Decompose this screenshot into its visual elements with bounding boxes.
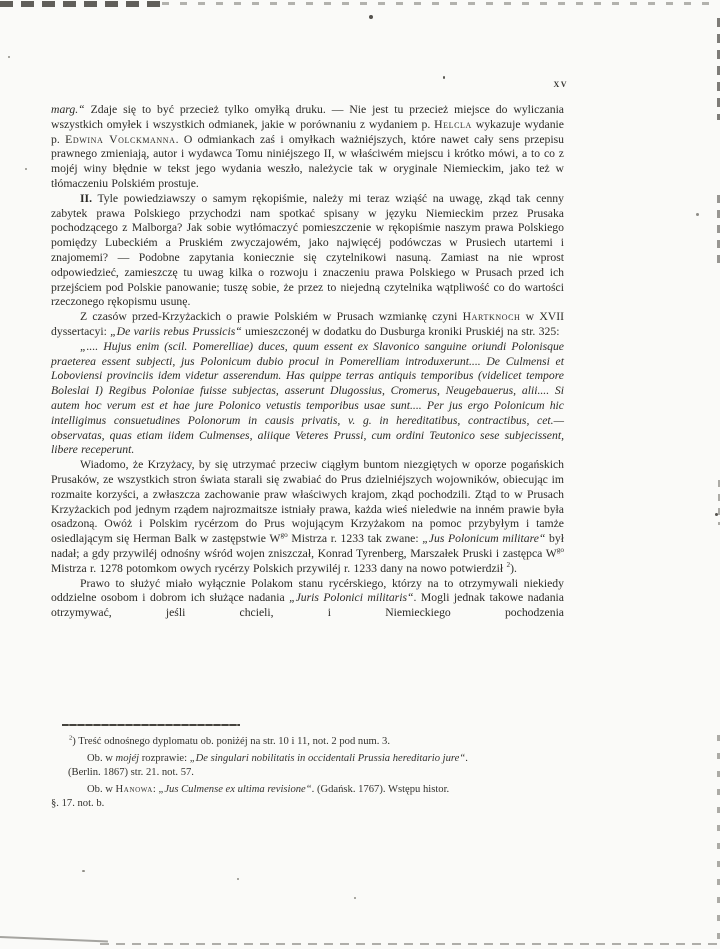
footnote-line xyxy=(51,735,564,748)
text-segment-italic: „.... Hujus enim (scil. Pomerelliae) duces, quum essent ex Slavonico sanguine oriundi Polonisque praeterea essent subjecti, jus Polonicum dubio procul in Pomerelliam introduxerunt.... De Culmensi et Loboviensi provinciis idem videtur asserendum. Has quippe terras antiquis temporibus (videlicet tempore Boleslai I) Regibus Poloniae fuisse subjectas, asserunt Dlugossius, Cromerus, Neugebauerus, alii.... Si autem hoc verum est et hae jure Polonico vetustis temporibus usae sunt.... Per jus ergo Polonicum hic intelligimus consuetudines Polonorum in causis privatis, v. g. in hereditatibus, contractibus, cet.—observatas, quas etiam iidem Culmenses, aliique Veteres Prussi, cum ordini Teutonico sese subjecissent, libere receperunt. xyxy=(51,339,564,457)
scan-speck xyxy=(443,76,445,79)
text-segment-italic: „Jus Polonicum militare“ xyxy=(422,532,546,546)
text-segment: Z czasów przed-Krzyżackich o prawie Polskiém w Prusach wzmiankę czyni xyxy=(80,310,463,324)
text-segment: umieszczonéj w dodatku do Dusburga kroniki Pruskiéj na str. 325: xyxy=(241,324,560,338)
text-segment: ). xyxy=(510,561,517,575)
text-segment: Mistrza r. 1233 tak zwane: xyxy=(287,532,423,546)
footnote-line xyxy=(51,752,564,765)
scan-artifact-bottom-edge xyxy=(0,936,108,943)
scan-speck xyxy=(354,897,356,899)
footnote-line xyxy=(51,766,564,779)
paragraph xyxy=(51,310,564,340)
text-segment: ) Treść odnośnego dyplomatu ob. poniżéj na str. 10 i 11, not. 2 pod num. 3. xyxy=(72,736,390,747)
scan-artifact-top-left-edge xyxy=(0,1,162,7)
footnote-rule xyxy=(62,724,240,726)
text-segment-sup: go xyxy=(280,531,288,540)
scan-speck xyxy=(715,513,718,516)
text-segment: Zdaje się to być przecież tylko omyłką druku. — Nie jest tu przecież miejsce do wyliczania wszystkich omyłek i wszystkich odmianek, jakie w porównaniu z wydaniem p. xyxy=(51,103,564,131)
text-segment-sup: 2 xyxy=(506,560,511,569)
text-segment: . Mogli jednak takowe nadania otrzymywać, jeśli chcieli, i Niemieckiego pochodzenia xyxy=(51,591,564,620)
paragraph xyxy=(51,103,564,192)
text-segment-sup: go xyxy=(556,546,564,555)
text-segment-italic: „De variis rebus Prussicis“ xyxy=(110,324,242,338)
text-segment-smallcaps: Edwina Volckmanna xyxy=(65,132,176,146)
text-segment-italic: mojéj xyxy=(115,753,140,765)
body-text xyxy=(51,103,564,621)
scan-speck xyxy=(25,168,27,170)
text-segment: §. 17. not. b. xyxy=(51,797,105,809)
text-segment: wykazuje wydanie p. xyxy=(51,117,564,146)
text-segment-smallcaps: Helcla xyxy=(434,117,472,131)
text-segment-italic: „De singulari nobilitatis in occidentali Prussia hereditario jure“ xyxy=(189,753,466,765)
text-segment: . O odmiankach zaś i omyłkach ważniéjszych, które nawet cały sens przepisu prawnego zmieniają, autor i wydawca Tomu niniéjszego II, w właściwém miejscu i krótko mówi, a to co z mojéj winy błędnie w tekst jego wydania weszło, należycie tak w oryginale Niemieckim, jako też w tłómaczeniu Polskiém prostuje. xyxy=(51,132,564,190)
text-segment: Prawo to służyć miało wyłącznie Polakom stanu rycérskiego, którzy na to otrzymywali niekiedy oddzielne osobom i dobrom ich służące nadania xyxy=(51,576,564,605)
text-segment: był nadał; a gdy przywiléj odnośny wśród wojen zniszczał, Konrad Tyrenberg, Marszałek Pruski i zastępca W xyxy=(51,532,564,560)
footnote-item xyxy=(51,735,564,748)
text-segment-smallcaps: Hanowa xyxy=(115,784,153,796)
text-segment-sup: 2 xyxy=(69,734,73,742)
text-segment-italic: „Juris Polonici militaris“ xyxy=(289,591,414,605)
scan-speck xyxy=(82,870,85,872)
text-segment-italic: „Jus Culmense ex ultima revisione“ xyxy=(158,784,312,796)
scan-artifact-top-edge xyxy=(162,2,720,5)
footnotes xyxy=(51,735,564,810)
paragraph xyxy=(51,458,564,576)
scan-speck xyxy=(696,213,699,216)
paragraph xyxy=(51,340,564,458)
text-segment-bold: II. xyxy=(80,191,93,205)
text-segment: Tyle powiedziawszy o samym rękopiśmie, należy mi teraz wziąść na uwagę, zkąd tak cenny zabytek prawa Polskiego przychodzi nam spotkać spisany w języku Niemieckim przez Prusaka pochodzącego z Malborga? Jak sobie wytłómaczyć pomieszczenie w rękopiśmie naszym prawa Polskiego pomiędzy Lubeckiém a Pruskiém zwyczajowém, jako najwięcéj podówczas w Prusiech utartemi i znajomemi? — Podobne zapytania koniecznie się czytelnikowi nasuną. Zamiast na nie wprost odpowiedzieć, zamieszczę tu uwag kilka o rozwoju i znaczeniu prawa Polskiego w Prusach przed ich przejściem pod Polskie panowanie; tuszę sobie, że przez to niejedną czytelnika wątpliwość co do wartości rzeczonego rękopismu usunę. xyxy=(51,191,564,309)
text-segment-smallcaps: Hartknoch xyxy=(462,310,521,324)
scan-speck xyxy=(8,56,10,58)
text-segment: w XVII dyssertacyi: xyxy=(51,310,564,338)
paragraph xyxy=(51,192,564,310)
page-number: xv xyxy=(553,78,568,90)
text-segment: Mistrza r. 1278 potomkom owych rycérzy Polskich przywiléj r. 1233 dany na nowo potwierdził xyxy=(51,561,507,575)
text-segment: (Berlin. 1867) str. 21. not. 57. xyxy=(68,766,194,778)
scan-artifact-bottom-edge xyxy=(100,943,720,945)
text-segment: . xyxy=(465,753,468,765)
footnote-line xyxy=(51,783,564,796)
footnote-item xyxy=(51,752,564,779)
footnote-item xyxy=(51,783,564,810)
text-segment: . (Gdańsk. 1767). Wstępu histor. xyxy=(311,784,450,796)
scan-speck xyxy=(369,15,373,19)
text-segment: Wiadomo, że Krzyżacy, by się utrzymać przeciw ciągłym buntom niezgiętych w oporze pogańskich Prusaków, ze wszystkich stron świata starali się zwabiać do Prus dzielniéjszych wojowników, obiecując im rozmaite korzyści, a zwłaszcza zachowanie praw właściwych krajom, zkąd pochodzili. Ztąd to w Prusach Krzyżackich pod jednym rządem najrozmaitsze istniały prawa, każda wieś nieledwie na inném prawie była osadzoną. Owóż i Polskim rycérzom do Prus wojującym Krzyżakom na pomoc przybyłym i tamże osiedlającym się Herman Balk w zastępstwie W xyxy=(51,458,564,546)
text-segment: rozprawie: xyxy=(139,753,190,765)
scan-speck xyxy=(237,878,239,880)
text-segment: Ob. w xyxy=(87,753,116,765)
text-segment: : xyxy=(152,784,159,796)
text-segment: Ob. w xyxy=(87,784,116,796)
text-segment-italic: marg.“ xyxy=(51,103,85,116)
footnote-line xyxy=(51,797,564,810)
paragraph xyxy=(51,577,564,621)
